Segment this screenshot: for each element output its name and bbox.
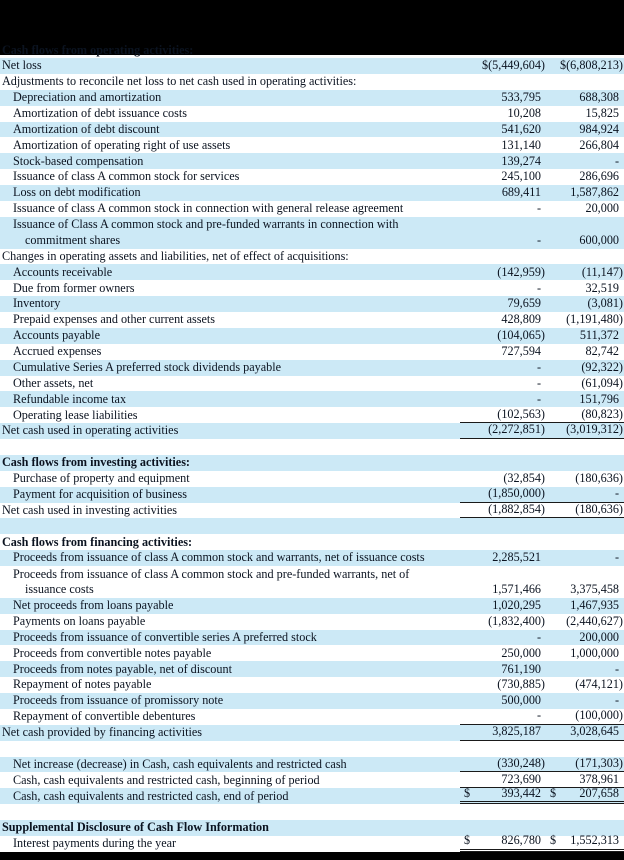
- row-label-line2: issuance costs: [25, 582, 94, 597]
- value-current-period: (102,563): [460, 407, 546, 424]
- row-label-line1: Proceeds from issuance of class A common stock and pre-funded warrants, net of: [13, 566, 410, 581]
- value-prior-period: [546, 786, 624, 805]
- row-label-line1: Other assets, net: [13, 375, 94, 390]
- value-prior-period: (61,094): [581, 375, 623, 390]
- partial-occluded-row: [0, 43, 624, 58]
- row-label-line1: Payments on loans payable: [13, 613, 146, 628]
- value-prior-period: -: [614, 550, 619, 565]
- value-prior-period: (2,440,627): [566, 613, 623, 628]
- table-row: [0, 598, 624, 614]
- value-prior-period: (1,191,480): [566, 312, 623, 327]
- table-row: [0, 312, 624, 328]
- row-label: [0, 550, 460, 566]
- cash-flow-statement-table: [0, 58, 624, 852]
- row-label-line1: Operating lease liabilities: [13, 407, 138, 422]
- row-label-line1: Net proceeds from loans payable: [13, 598, 174, 613]
- table-row: [0, 296, 624, 312]
- table-row: [0, 630, 624, 646]
- value-prior-period: -: [614, 661, 619, 676]
- row-label-line1: Repayment of convertible debentures: [13, 709, 196, 724]
- value-prior-period: (80,823): [546, 407, 624, 424]
- row-label: [0, 677, 460, 693]
- row-label: [0, 614, 460, 630]
- row-label: [0, 106, 460, 122]
- occluded-header: [0, 0, 624, 58]
- value-current-period: [460, 786, 546, 805]
- value-prior-period: (11,147): [581, 264, 623, 279]
- table-row: [0, 169, 624, 185]
- table-row: [0, 487, 624, 503]
- value-prior-period: 1,467,935: [570, 598, 619, 613]
- row-label-line1: Inventory: [13, 296, 61, 311]
- value-prior-period: (3,081): [587, 296, 623, 311]
- value-prior-period: 688,308: [579, 90, 619, 105]
- value-current-period: 500,000: [501, 693, 541, 708]
- row-label-line1: Changes in operating assets and liabilities, net of effect of acquisitions:: [2, 248, 349, 263]
- value-prior-period: 3,028,645: [546, 724, 624, 741]
- value-current-period: 428,809: [501, 312, 541, 327]
- row-label: [0, 408, 460, 424]
- table-row: [0, 833, 624, 852]
- table-row: [0, 344, 624, 360]
- amount: 1,552,313: [570, 833, 619, 848]
- table-row: [0, 614, 624, 630]
- value-current-period: 689,411: [501, 185, 541, 200]
- row-label: [0, 344, 460, 360]
- row-label-line1: Net increase (decrease) in Cash, cash equivalents and restricted cash: [13, 756, 347, 771]
- row-label: [0, 392, 460, 408]
- row-label-line1: Cash, cash equivalents and restricted cash, beginning of period: [13, 772, 320, 787]
- value-current-period: -: [460, 708, 546, 725]
- row-label-line1: Issuance of class A common stock in connection with general release agreement: [13, 201, 404, 216]
- value-current-period: -: [536, 359, 541, 374]
- partial-row-label: Cash flows from operating activities:: [2, 43, 194, 57]
- row-label-line1: Net cash used in operating activities: [2, 423, 179, 438]
- table-row: [0, 391, 624, 407]
- row-label-line1: Net cash provided by financing activities: [2, 725, 203, 740]
- table-row: [0, 328, 624, 344]
- row-label-line1: Depreciation and amortization: [13, 90, 162, 105]
- row-label-line1: Proceeds from issuance of promissory note: [13, 693, 224, 708]
- value-current-period: 250,000: [501, 645, 541, 660]
- row-label: [0, 154, 460, 170]
- row-label-line1: Proceeds from notes payable, net of discount: [13, 661, 232, 676]
- value-prior-period: 1,000,000: [570, 645, 619, 660]
- value-current-period: (32,854): [503, 471, 545, 486]
- row-label-line1: Interest payments during the year: [13, 836, 177, 851]
- value-current-period: (1,850,000): [460, 486, 546, 503]
- table-row: [0, 471, 624, 487]
- table-row: [0, 58, 624, 74]
- row-label-line1: Accounts receivable: [13, 264, 113, 279]
- value-current-period: 1,020,295: [492, 598, 541, 613]
- row-label-line1: Accrued expenses: [13, 344, 102, 359]
- value-prior-period: 151,796: [579, 391, 619, 406]
- table-row: [0, 360, 624, 376]
- row-label: [0, 709, 460, 725]
- row-label: [0, 693, 460, 709]
- value-current-period: 245,100: [501, 169, 541, 184]
- row-label-line1: Proceeds from issuance of class A common stock and warrants, net of issuance costs: [13, 550, 425, 565]
- row-label-line1: Repayment of notes payable: [13, 677, 152, 692]
- table-row: [0, 693, 624, 709]
- table-row: [0, 785, 624, 804]
- value-current-period: (2,272,851): [460, 422, 546, 439]
- amount: 207,658: [579, 785, 619, 800]
- value-current-period: 541,620: [501, 121, 541, 136]
- row-label-line1: Cumulative Series A preferred stock dividends payable: [13, 359, 282, 374]
- table-row: [0, 249, 624, 265]
- amount: 826,780: [501, 833, 541, 848]
- row-label-line1: Accounts payable: [13, 328, 100, 343]
- row-label-line1: Net cash used in investing activities: [2, 502, 177, 517]
- row-label: [0, 630, 460, 646]
- table-row: [0, 725, 624, 741]
- row-label-line1: Amortization of operating right of use assets: [13, 137, 231, 152]
- value-current-period: 131,140: [501, 137, 541, 152]
- amount: 393,442: [501, 785, 541, 800]
- row-label: [0, 138, 460, 154]
- dollar-sign: $: [464, 785, 471, 800]
- value-current-period: 79,659: [507, 296, 541, 311]
- row-label: [0, 836, 460, 852]
- value-prior-period: (474,121): [575, 677, 623, 692]
- dollar-sign: $: [550, 785, 557, 800]
- value-current-period: 761,190: [501, 661, 541, 676]
- row-label: [0, 122, 460, 138]
- row-label: [0, 90, 460, 106]
- row-label: [0, 201, 460, 217]
- row-label: [0, 789, 460, 805]
- dollar-sign: $: [464, 833, 471, 848]
- table-row: [0, 264, 624, 280]
- value-prior-period: 1,587,862: [570, 185, 619, 200]
- table-row: [0, 709, 624, 725]
- row-label: [0, 281, 460, 297]
- row-label-line1: Loss on debt modification: [13, 185, 141, 200]
- row-label: [0, 328, 460, 344]
- value-current-period: 533,795: [501, 90, 541, 105]
- table-row: [0, 217, 624, 249]
- table-row: [0, 153, 624, 169]
- row-label-line1: Purchase of property and equipment: [13, 471, 190, 486]
- value-prior-period: 15,825: [585, 105, 619, 120]
- table-row: [0, 376, 624, 392]
- row-label-line1: Cash, cash equivalents and restricted cash, end of period: [13, 788, 289, 803]
- row-label-line1: Amortization of debt discount: [13, 121, 160, 136]
- row-label-line1: Refundable income tax: [13, 391, 127, 406]
- value-current-period: (330,248): [460, 756, 546, 773]
- table-row: [0, 137, 624, 153]
- value-prior-period: 3,375,458: [570, 582, 619, 597]
- table-row: [0, 757, 624, 773]
- spacer-row: [0, 439, 624, 455]
- row-label: [0, 185, 460, 201]
- value-current-period: -: [536, 375, 541, 390]
- dollar-sign: $: [550, 833, 557, 848]
- value-prior-period: (100,000): [546, 708, 624, 725]
- row-label-line1: Issuance of class A common stock for services: [13, 169, 240, 184]
- value-current-period: -: [536, 201, 541, 216]
- table-row: [0, 280, 624, 296]
- table-row: [0, 122, 624, 138]
- row-label: [0, 376, 460, 392]
- row-label: [0, 598, 460, 614]
- value-prior-period: 600,000: [579, 232, 619, 247]
- value-prior-period: (171,303): [546, 756, 624, 773]
- row-label: [0, 217, 460, 248]
- row-label-line1: Supplemental Disclosure of Cash Flow Information: [2, 820, 269, 835]
- row-label: [0, 662, 460, 678]
- row-label: [0, 567, 460, 598]
- value-prior-period: [546, 833, 624, 852]
- row-label-line1: Amortization of debt issuance costs: [13, 105, 187, 120]
- value-prior-period: (92,322): [581, 359, 623, 374]
- row-label-line1: Proceeds from issuance of convertible series A preferred stock: [13, 629, 317, 644]
- table-row: [0, 423, 624, 439]
- row-label: [0, 58, 460, 74]
- row-label-line1: Issuance of Class A common stock and pre-funded warrants in connection with: [13, 217, 399, 232]
- value-current-period: -: [536, 629, 541, 644]
- row-label-line2: commitment shares: [25, 232, 121, 247]
- spacer-row: [0, 741, 624, 757]
- table-row: [0, 185, 624, 201]
- value-prior-period: 378,961: [546, 772, 624, 789]
- table-row: [0, 566, 624, 598]
- value-prior-period: 984,924: [579, 121, 619, 136]
- row-label: [0, 503, 460, 519]
- row-label: [0, 820, 460, 836]
- table-row: [0, 106, 624, 122]
- row-label: [0, 773, 460, 789]
- value-prior-period: -: [614, 693, 619, 708]
- row-label-line1: Cash flows from financing activities:: [2, 534, 193, 549]
- row-label: [0, 646, 460, 662]
- value-current-period: 1,571,466: [492, 582, 541, 597]
- table-row: [0, 407, 624, 423]
- value-current-period: (1,882,854): [460, 502, 546, 519]
- table-row: [0, 661, 624, 677]
- row-label: [0, 296, 460, 312]
- row-label: [0, 265, 460, 281]
- value-current-period: (142,959): [497, 264, 545, 279]
- value-current-period: 139,274: [501, 153, 541, 168]
- value-prior-period: 511,372: [579, 328, 619, 343]
- value-prior-period: $(6,808,213): [560, 58, 623, 73]
- row-label: [0, 487, 460, 503]
- row-label: [0, 169, 460, 185]
- value-current-period: (104,065): [497, 328, 545, 343]
- table-row: [0, 645, 624, 661]
- table-row: [0, 550, 624, 566]
- value-current-period: (730,885): [497, 677, 545, 692]
- value-current-period: -: [536, 232, 541, 247]
- row-label: [0, 74, 460, 90]
- value-prior-period: 32,519: [585, 280, 619, 295]
- row-label-line1: Cash flows from investing activities:: [2, 455, 190, 470]
- value-current-period: $(5,449,604): [482, 58, 545, 73]
- table-row: [0, 677, 624, 693]
- value-current-period: 3,825,187: [460, 724, 546, 741]
- value-current-period: 727,594: [501, 344, 541, 359]
- value-prior-period: 200,000: [579, 629, 619, 644]
- value-current-period: -: [536, 391, 541, 406]
- value-prior-period: -: [614, 153, 619, 168]
- row-label: [0, 455, 460, 471]
- value-current-period: 723,690: [460, 772, 546, 789]
- table-row: [0, 90, 624, 106]
- value-current-period: -: [536, 280, 541, 295]
- row-label-line1: Due from former owners: [13, 280, 135, 295]
- row-label-line1: Stock-based compensation: [13, 153, 144, 168]
- row-label-line1: Adjustments to reconcile net loss to net cash used in operating activities:: [2, 74, 357, 89]
- value-prior-period: 82,742: [585, 344, 619, 359]
- row-label-line1: Payment for acquisition of business: [13, 486, 187, 501]
- value-prior-period: 266,804: [579, 137, 619, 152]
- value-prior-period: 20,000: [585, 201, 619, 216]
- table-row: [0, 503, 624, 519]
- value-current-period: 2,285,521: [492, 550, 541, 565]
- value-current-period: 10,208: [507, 105, 541, 120]
- value-current-period: [460, 833, 546, 852]
- value-prior-period: (3,019,312): [546, 422, 624, 439]
- row-label: [0, 312, 460, 328]
- table-row: [0, 74, 624, 90]
- section-header-row: [0, 455, 624, 471]
- section-header-row: [0, 534, 624, 550]
- row-label-line1: Prepaid expenses and other current assets: [13, 312, 216, 327]
- row-label: [0, 360, 460, 376]
- value-prior-period: 286,696: [579, 169, 619, 184]
- row-label-line1: Net loss: [2, 58, 42, 73]
- occluded-footer: [0, 852, 624, 860]
- row-label-line1: Proceeds from convertible notes payable: [13, 645, 212, 660]
- spacer-row: [0, 804, 624, 820]
- table-row: [0, 201, 624, 217]
- value-prior-period: (180,636): [575, 471, 623, 486]
- value-prior-period: -: [546, 486, 624, 503]
- row-label: [0, 249, 460, 265]
- value-prior-period: (180,636): [546, 502, 624, 519]
- spacer-row: [0, 518, 624, 534]
- row-label: [0, 471, 460, 487]
- row-label: [0, 725, 460, 741]
- value-current-period: (1,832,400): [488, 613, 545, 628]
- row-label: [0, 535, 460, 551]
- row-label: [0, 423, 460, 439]
- row-label: [0, 757, 460, 773]
